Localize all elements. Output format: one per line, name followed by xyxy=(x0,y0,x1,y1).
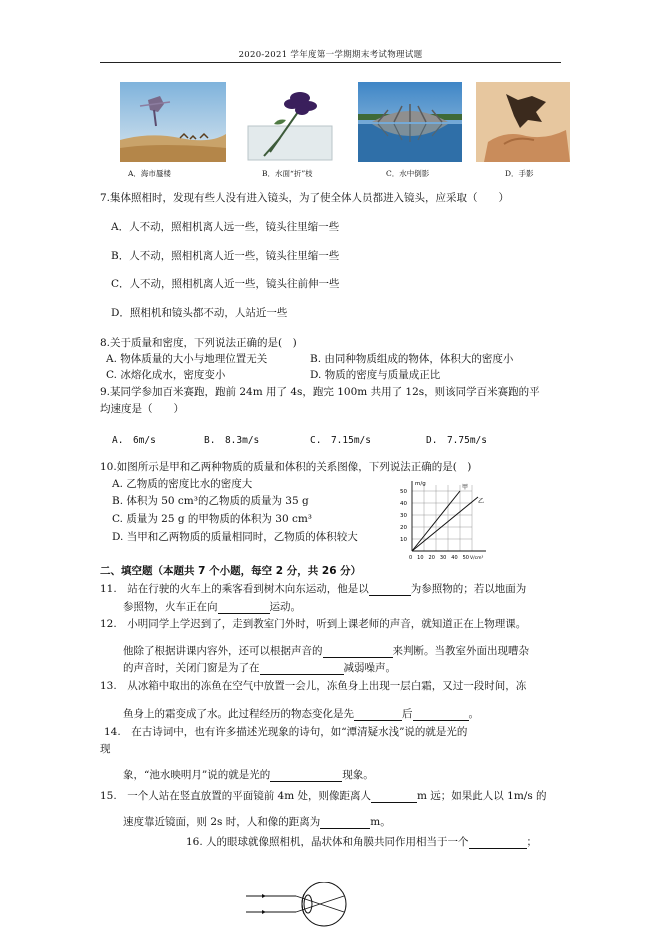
q11-text-b: 为参照物的；若以地面为 xyxy=(410,583,527,595)
q9-stem-line2: 均速度是（ ） xyxy=(100,403,184,415)
q10-option-c: C. 质量为 25 g 的甲物质的体积为 30 cm³ xyxy=(112,513,313,525)
q15-text-a: 15. 一个人站在竖直放置的平面镜前 4m 处，则像距离人 xyxy=(100,790,372,802)
q7-option-c: C．人不动，照相机离人近一些，镜头往前伸一些 xyxy=(111,278,340,290)
q15-text-b: m 远；如果此人以 1m/s 的 xyxy=(417,790,547,802)
q16-line1 xyxy=(186,834,537,849)
q7-option-d: D．照相机和镜头都不动，人站近一些 xyxy=(111,307,288,319)
graph-ytick: 40 xyxy=(400,501,407,507)
q9-option-c: C. 7.15m/s xyxy=(310,435,371,446)
q15-blank-2[interactable] xyxy=(320,816,370,829)
eye-diagram xyxy=(246,882,356,928)
graph-ylabel: m/g xyxy=(415,481,426,487)
q13-text-b: 后 xyxy=(402,708,413,720)
q13-blank-1[interactable] xyxy=(354,708,402,721)
graph-xticks: 0 10 20 30 40 50 xyxy=(409,555,469,561)
q8-option-c: C. 冰熔化成水，密度变小 xyxy=(106,369,226,381)
q12-line1: 12. 小明同学上学迟到了，走到教室门外时，听到上课老师的声音，就知道正在上物理课。 xyxy=(100,618,527,630)
section-heading: 二、填空题（本题共 7 个小题，每空 2 分，共 26 分） xyxy=(100,565,362,577)
q8-option-d: D. 物质的密度与质量成正比 xyxy=(310,369,441,381)
q7-option-a: A．人不动，照相机离人远一些，镜头往里缩一些 xyxy=(111,221,340,233)
image-caption-a: A．海市蜃楼 xyxy=(128,169,171,178)
q12-line3 xyxy=(123,660,396,675)
q14-text-b: 现象。 xyxy=(342,769,374,781)
graph-ytick: 10 xyxy=(400,537,407,543)
graph-ytick: 50 xyxy=(400,489,407,495)
bent-stem-image xyxy=(240,82,340,162)
hand-shadow-image xyxy=(476,82,570,162)
image-caption-c: C．水中倒影 xyxy=(386,169,430,178)
mass-volume-graph xyxy=(398,477,490,563)
q8-stem: 8.关于质量和密度，下列说法正确的是( ) xyxy=(100,337,297,349)
image-caption-b: B．水面“折”枝 xyxy=(262,169,313,178)
q15-text-c: 速度靠近镜面，则 2s 时，人和像的距离为 xyxy=(123,816,321,828)
q12-text-c: 的声音时，关闭门窗是为了在 xyxy=(123,662,260,674)
q12-blank-1[interactable] xyxy=(323,645,393,658)
q7-stem: 7.集体照相时，发现有些人没有进入镜头，为了使全体人员都进入镜头，应采取（ ） xyxy=(100,192,510,204)
q16-text-a: 16. 人的眼球就像照相机，晶状体和角膜共同作用相当于一个 xyxy=(186,836,469,848)
q13-line1: 13. 从冰箱中取出的冻鱼在空气中放置一会儿，冻鱼身上出现一层白霜，又过一段时间，冻 xyxy=(100,680,527,692)
reflection-image xyxy=(358,82,462,162)
graph-ytick: 20 xyxy=(400,525,407,531)
q16-text-b: ； xyxy=(526,836,538,848)
q10-stem: 10.如图所示是甲和乙两种物质的质量和体积的关系图像，下列说法正确的是( ) xyxy=(100,461,472,473)
graph-series-a-label: 甲 xyxy=(462,484,469,491)
q11-blank-2[interactable] xyxy=(218,601,270,614)
q10-option-b: B. 体积为 50 cm³的乙物质的质量为 35 g xyxy=(112,495,309,507)
mirage-image xyxy=(120,82,226,162)
q12-text-a: 他除了根据讲课内容外，还可以根据声音的 xyxy=(123,645,323,657)
image-caption-d: D．手影 xyxy=(505,169,534,178)
q13-text-c: 。 xyxy=(468,708,479,720)
q8-option-a: A. 物体质量的大小与地理位置无关 xyxy=(106,353,268,365)
q8-option-b: B. 由同种物质组成的物体，体积大的密度小 xyxy=(310,353,514,365)
q12-blank-2[interactable] xyxy=(260,662,344,675)
q7-option-b: B．人不动，照相机离人近一些，镜头往里缩一些 xyxy=(111,250,340,262)
q12-line2 xyxy=(123,643,529,658)
q11-text-a: 11. 站在行驶的火车上的乘客看到树木向东运动，他是以 xyxy=(100,583,369,595)
q15-text-d: m。 xyxy=(370,816,391,828)
q13-text-a: 鱼身上的霜变成了水。此过程经历的物态变化是先 xyxy=(123,708,354,720)
q14-line1: 14. 在古诗词中，也有许多描述光现象的诗句，如“潭清疑水浅”说的就是光的 xyxy=(104,726,468,738)
q16-blank[interactable] xyxy=(469,836,527,849)
q12-text-b: 来判断。当教室外面出现嘈杂 xyxy=(392,645,529,657)
q10-option-a: A. 乙物质的密度比水的密度大 xyxy=(112,478,253,490)
q9-stem-line1: 9.某同学参加百米赛跑，跑前 24m 用了 4s，跑完 100m 共用了 12s，则该同学百米赛跑的平 xyxy=(100,386,540,398)
q11-text-d: 运动。 xyxy=(269,601,301,613)
q10-option-d: D. 当甲和乙两物质的质量相同时，乙物质的体积较大 xyxy=(112,531,358,543)
q11-line2 xyxy=(123,599,301,614)
page-header: 2020-2021 学年度第一学期期末考试物理试题 xyxy=(238,50,423,60)
q14-line3 xyxy=(123,767,374,782)
q15-line2 xyxy=(123,814,391,829)
q14-blank[interactable] xyxy=(270,769,342,782)
q13-line2 xyxy=(123,706,479,721)
q11-blank-1[interactable] xyxy=(369,583,411,596)
q9-option-d: D. 7.75m/s xyxy=(426,435,487,446)
graph-ytick: 30 xyxy=(400,513,407,519)
graph-xlabel: V/cm³ xyxy=(470,556,484,561)
q14-line2: 现 xyxy=(100,743,111,755)
q11-line1 xyxy=(100,581,526,596)
q13-blank-2[interactable] xyxy=(413,708,469,721)
q14-text-a: 象，“池水映明月”说的就是光的 xyxy=(123,769,271,781)
q15-line1 xyxy=(100,788,547,803)
graph-series-b-label: 乙 xyxy=(478,498,485,505)
q9-option-b: B. 8.3m/s xyxy=(204,435,260,446)
q9-option-a: A. 6m/s xyxy=(112,435,156,446)
header-rule xyxy=(100,62,561,63)
q11-text-c: 参照物，火车正在向 xyxy=(123,601,218,613)
q12-text-d: 减弱噪声。 xyxy=(343,662,396,674)
series-b-line xyxy=(412,497,478,551)
q15-blank-1[interactable] xyxy=(371,790,417,803)
